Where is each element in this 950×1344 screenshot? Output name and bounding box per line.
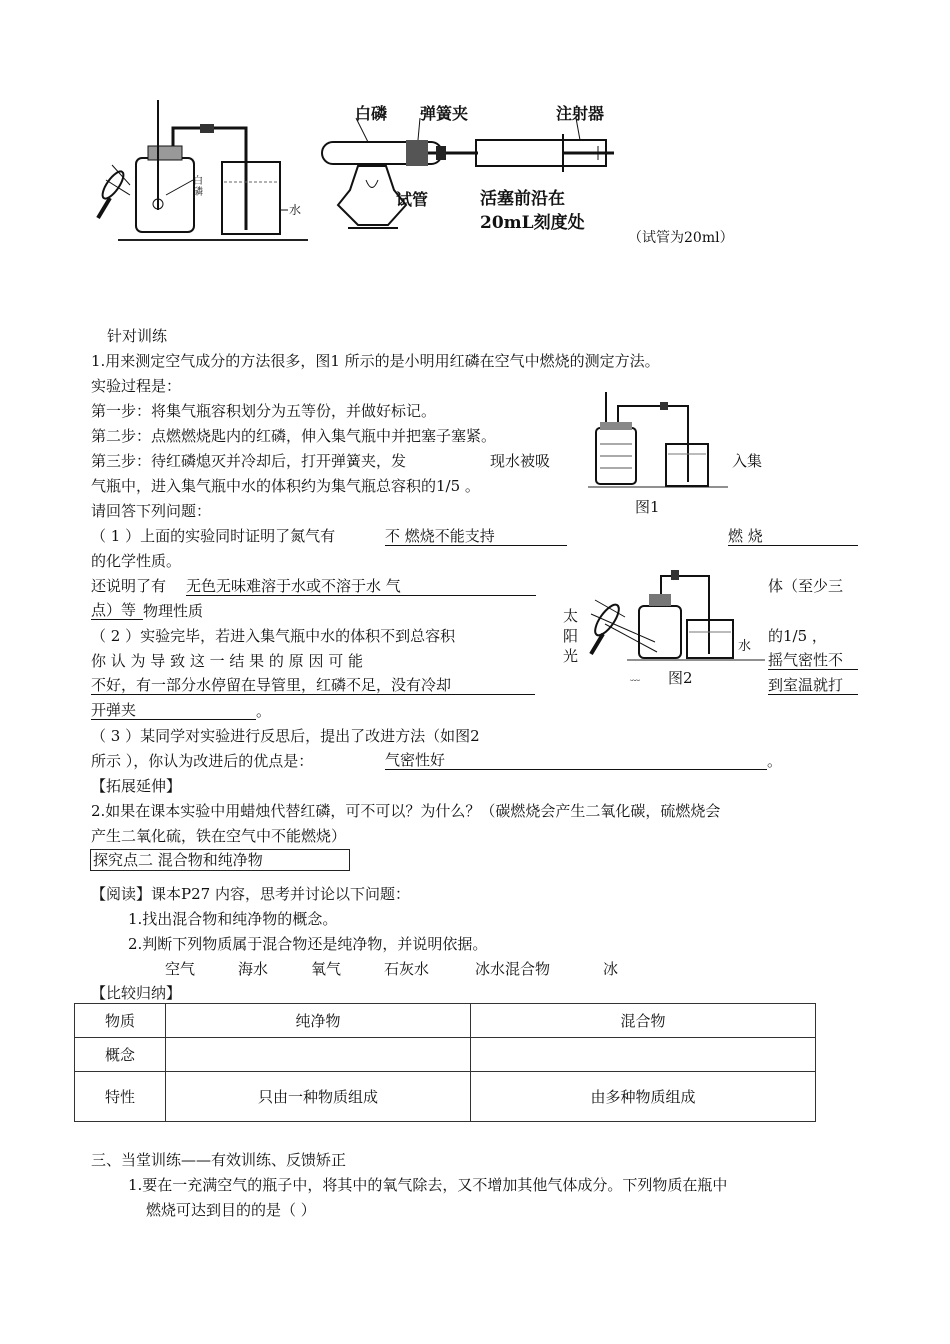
- part-1-answer-cont: 燃 烧: [728, 526, 858, 546]
- part-3-end-mark: 。: [767, 752, 783, 770]
- apparatus-figure-left: [118, 100, 308, 245]
- label-water-left: 水: [289, 203, 302, 217]
- q1-intro: 1.用来测定空气成分的方法很多，图1 所示的是小明用红磷在空气中燃烧的测定方法。: [91, 352, 660, 370]
- svg-text:﹏: ﹏: [630, 672, 640, 683]
- step-3-tail: 入集: [732, 452, 763, 470]
- table-cell-property: 特性: [75, 1072, 166, 1122]
- extend-heading: 【拓展延伸】: [91, 777, 182, 795]
- class-q1-line-2: 燃烧可达到目的的是（ ）: [146, 1201, 316, 1219]
- part-2-line-1-right: 的1/5 ，: [768, 627, 827, 645]
- q2-line-1: 2.如果在课本实验中用蜡烛代替红磷，可不可以？为什么？（碳燃烧会产生二氧化碳，硫燃烧会: [91, 802, 721, 820]
- class-heading: 三、当堂训练——有效训练、反馈矫正: [91, 1151, 347, 1169]
- part-1-answer: 不 燃烧不能支持: [385, 526, 567, 546]
- step-3-cont: 气瓶中，进入集气瓶中水的体积约为集气瓶总容积的1/5 。: [91, 477, 480, 495]
- figure-2: [585, 562, 765, 683]
- substance-ice-water: 冰水混合物: [475, 960, 551, 978]
- label-piston-line1: 活塞前沿在: [480, 189, 565, 209]
- q2-line-2: 产生二氧化硫，铁在空气中不能燃烧）: [91, 827, 347, 845]
- part-1b-answer-cont2: 点）等: [91, 600, 143, 620]
- label-piston-line2: 20mL刻度处: [480, 213, 585, 233]
- figure-1-caption: 图1: [635, 498, 660, 516]
- table-cell-concept: 概念: [75, 1038, 166, 1072]
- answer-prompt: 请回答下列问题：: [91, 502, 212, 520]
- process-label: 实验过程是：: [91, 377, 182, 395]
- read-label: 【阅读】课本P27 内容，思考并讨论以下问题：: [91, 885, 410, 903]
- table-cell: 由多种物质组成: [471, 1072, 816, 1122]
- table-header-substance: 物质: [75, 1004, 166, 1038]
- practice-heading: 针对训练: [107, 327, 168, 345]
- substance-oxygen: 氧气: [311, 960, 342, 978]
- table-header-mixture: 混合物: [471, 1004, 816, 1038]
- figure-1: [588, 392, 728, 490]
- explore-box-label: 探究点二 混合物和纯净物: [90, 849, 350, 871]
- class-q1-line-1: 1.要在一充满空气的瓶子中，将其中的氧气除去，又不增加其他气体成分。下列物质在瓶中: [128, 1176, 728, 1194]
- part-1b-answer: 无色无味难溶于水或不溶于水 气: [186, 576, 536, 596]
- figure-2-sun-2: 阳: [563, 627, 579, 645]
- part-1-suffix: 的化学性质。: [91, 552, 182, 570]
- caption-test-tube: （试管为20ml）: [628, 230, 734, 246]
- part-3-line-1: （ 3 ）某同学对实验进行反思后，提出了改进方法（如图2: [91, 727, 480, 745]
- task-1: 1.找出混合物和纯净物的概念。: [128, 910, 338, 928]
- part-2-answer-end: 开弹夹: [91, 700, 256, 720]
- label-syringe: 注射器: [556, 104, 605, 123]
- part-2-line-1: （ 2 ）实验完毕，若进入集气瓶中水的体积不到总容积: [91, 627, 456, 645]
- compare-table: [74, 1003, 816, 1122]
- part-1-question: （ 1 ）上面的实验同时证明了氮气有: [91, 527, 336, 545]
- label-spring-clip: 弹簧夹: [420, 104, 469, 123]
- step-3: 第三步：待红磷熄灭并冷却后，打开弹簧夹，发: [91, 452, 407, 470]
- table-cell: [166, 1038, 471, 1072]
- part-1b-answer-cont: 体（至少三: [768, 577, 844, 595]
- part-3-line-2: 所示 ），你认为改进后的优点是：: [91, 752, 314, 770]
- task-2: 2.判断下列物质属于混合物还是纯净物，并说明依据。: [128, 935, 488, 953]
- table-row: [75, 1072, 816, 1122]
- part-2-line-2: 你 认 为 导 致 这 一 结 果 的 原 因 可 能: [91, 652, 363, 670]
- substance-ice: 冰: [603, 960, 619, 978]
- figure-2-water: 水: [738, 639, 752, 654]
- label-test-tube: 试管: [396, 190, 429, 209]
- part-3-answer: 气密性好: [385, 750, 767, 770]
- table-row: [75, 1004, 816, 1038]
- step-2: 第二步：点燃燃烧匙内的红磷，伸入集气瓶中并把塞子塞紧。: [91, 427, 497, 445]
- part-2-answer: 不好，有一部分水停留在导管里，红磷不足，没有冷却: [91, 675, 535, 695]
- substance-seawater: 海水: [238, 960, 269, 978]
- figure-2-caption: 图2: [668, 669, 693, 687]
- part-2-answer-right-2: 到室温就打: [768, 675, 858, 695]
- table-row: [75, 1038, 816, 1072]
- table-header-pure: 纯净物: [166, 1004, 471, 1038]
- table-cell: 只由一种物质组成: [166, 1072, 471, 1122]
- substance-limewater: 石灰水: [384, 960, 430, 978]
- step-1: 第一步：将集气瓶容积划分为五等份，并做好标记。: [91, 402, 437, 420]
- figure-2-sun-3: 光: [563, 647, 579, 665]
- label-white-phosphorus-left: 白磷: [193, 176, 203, 198]
- part-1b-suffix: 物理性质: [143, 602, 204, 620]
- compare-heading: 【比较归纳】: [91, 984, 182, 1002]
- part-2-answer-right-1: 摇气密性不: [768, 650, 858, 670]
- label-white-phosphorus-mid: 白磷: [355, 104, 388, 123]
- part-2-end-mark: 。: [256, 702, 272, 720]
- step-3-mid: 现水被吸: [490, 452, 551, 470]
- table-cell: [471, 1038, 816, 1072]
- part-1b-question: 还说明了有: [91, 577, 167, 595]
- figure-2-sun-1: 太: [563, 607, 579, 625]
- substance-air: 空气: [165, 960, 196, 978]
